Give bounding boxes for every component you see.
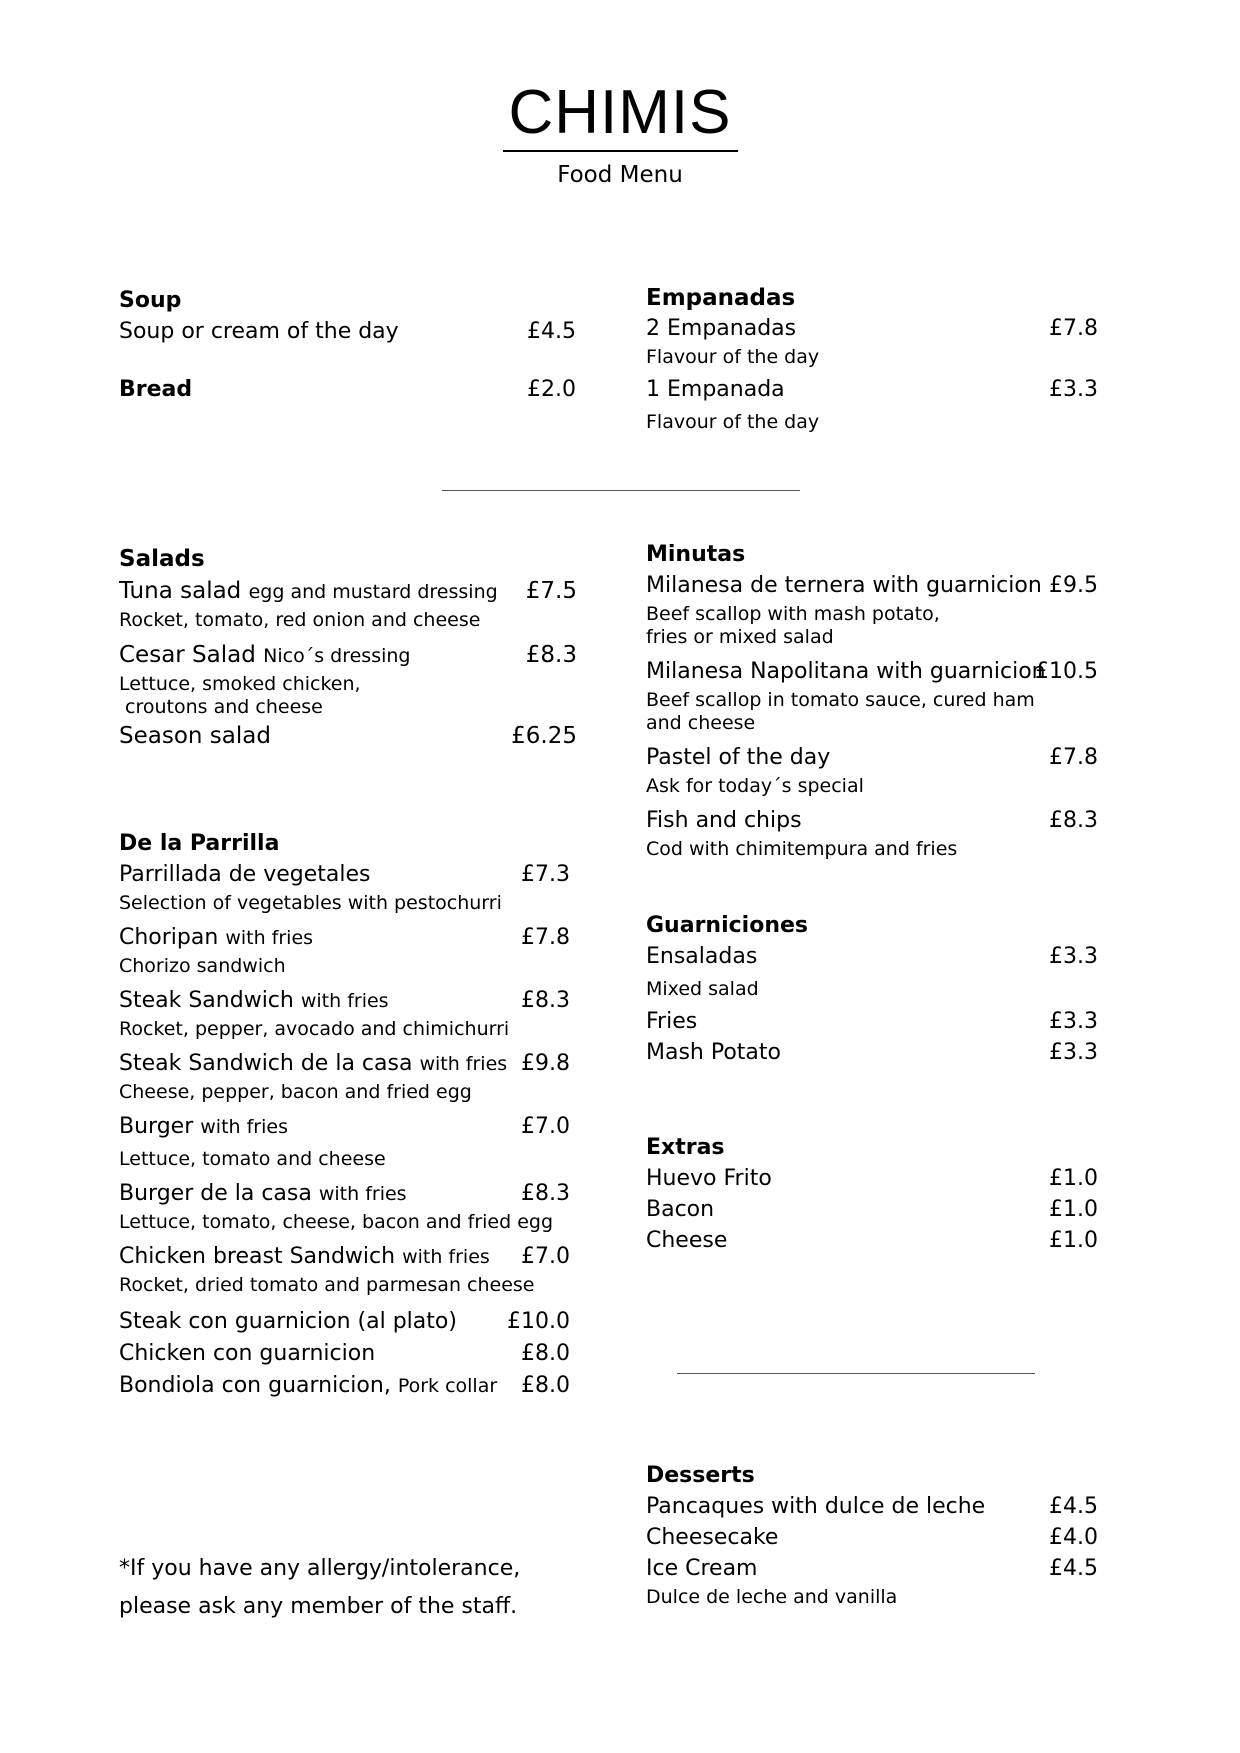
item-price: £7.0 xyxy=(521,1244,570,1269)
item-price: £7.8 xyxy=(1049,745,1098,770)
parrilla-title: De la Parrilla xyxy=(119,831,280,856)
menu-item xyxy=(646,659,1098,735)
item-description xyxy=(646,689,1098,735)
item-name: Fries xyxy=(646,1009,698,1034)
menu-item xyxy=(646,1009,1098,1035)
menu-item xyxy=(119,319,576,345)
item-price: £8.3 xyxy=(521,988,570,1013)
item-price: £1.0 xyxy=(1049,1228,1098,1253)
item-description xyxy=(646,775,1098,798)
menu-item xyxy=(646,944,1098,1001)
item-name: Steak con guarnicion (al plato) xyxy=(119,1309,457,1334)
description-line: and cheese xyxy=(646,712,756,734)
menu-item xyxy=(119,1309,570,1335)
item-name: Steak Sandwich de la casa xyxy=(119,1051,413,1076)
item-description: Lettuce, tomato, cheese, bacon and fried egg xyxy=(119,1211,554,1233)
item-name: Chicken breast Sandwich xyxy=(119,1244,396,1269)
item-price: £8.3 xyxy=(1049,808,1098,833)
description-line: Rocket, tomato, red onion and cheese xyxy=(119,609,481,631)
item-name: Bacon xyxy=(646,1197,715,1222)
menu-item xyxy=(119,1114,570,1171)
salads-title: Salads xyxy=(119,546,205,572)
menu-item xyxy=(646,377,1098,434)
item-price: £4.5 xyxy=(1049,1556,1098,1581)
item-price: £3.3 xyxy=(1049,1009,1098,1034)
item-price: £8.3 xyxy=(521,1181,570,1206)
item-description: Cheese, pepper, bacon and fried egg xyxy=(119,1081,472,1103)
item-name: Milanesa Napolitana with guarnicion xyxy=(646,659,1046,684)
item-description: Flavour of the day xyxy=(646,411,820,433)
item-price: £8.0 xyxy=(521,1373,570,1398)
menu-item xyxy=(119,1244,570,1297)
item-name: Season salad xyxy=(119,723,271,749)
menu-item xyxy=(646,573,1098,649)
item-note: Pork collar xyxy=(397,1375,498,1397)
item-note: with fries xyxy=(300,990,389,1012)
allergy-footnote xyxy=(119,1550,520,1626)
menu-item xyxy=(646,316,1098,369)
description-line: Lettuce, smoked chicken, xyxy=(119,673,361,695)
minutas-title: Minutas xyxy=(646,542,746,567)
menu-item xyxy=(119,1181,570,1234)
item-price: £7.0 xyxy=(521,1114,570,1139)
salads-section xyxy=(119,545,577,749)
item-name: Huevo Frito xyxy=(646,1166,772,1191)
item-name: Cesar Salad xyxy=(119,642,256,668)
item-price: £4.0 xyxy=(1049,1525,1098,1550)
item-description: Rocket, dried tomato and parmesan cheese xyxy=(119,1274,535,1296)
item-price: £4.5 xyxy=(1049,1494,1098,1519)
menu-item xyxy=(119,925,570,978)
bread-item xyxy=(119,377,576,403)
item-name: Bondiola con guarnicion, xyxy=(119,1373,391,1398)
item-name: 2 Empanadas xyxy=(646,316,797,341)
item-name: Tuna salad xyxy=(119,578,242,604)
item-name: Mash Potato xyxy=(646,1040,781,1065)
item-description xyxy=(646,603,1098,649)
item-name: Pancaques with dulce de leche xyxy=(646,1494,986,1519)
item-price: £6.25 xyxy=(511,723,577,749)
item-name: Parrillada de vegetales xyxy=(119,862,371,887)
description-line: croutons and cheese xyxy=(119,696,323,718)
item-name: 1 Empanada xyxy=(646,377,785,402)
item-description: Lettuce, tomato and cheese xyxy=(119,1148,386,1170)
item-name: Steak Sandwich xyxy=(119,988,294,1013)
menu-item xyxy=(646,1166,1098,1192)
item-price: £1.0 xyxy=(1049,1166,1098,1191)
extras-title: Extras xyxy=(646,1135,725,1160)
item-price: £8.0 xyxy=(521,1341,570,1366)
item-description: Selection of vegetables with pestochurri xyxy=(119,892,502,914)
parrilla-section xyxy=(119,830,570,1399)
item-price: £3.3 xyxy=(1049,1040,1098,1065)
item-note: with fries xyxy=(402,1246,490,1268)
menu-item xyxy=(119,1051,570,1104)
item-description: Mixed salad xyxy=(646,978,759,1000)
guarniciones-title: Guarniciones xyxy=(646,913,808,938)
section-divider xyxy=(677,1373,1035,1374)
menu-item xyxy=(646,1525,1098,1551)
menu-item xyxy=(646,1040,1098,1066)
menu-item xyxy=(646,1556,1098,1609)
item-price: £9.8 xyxy=(521,1051,570,1076)
desserts-section xyxy=(646,1462,1098,1609)
item-price: £4.5 xyxy=(527,319,576,344)
item-name: Fish and chips xyxy=(646,808,802,833)
description-line: Beef scallop with mash potato, xyxy=(646,603,940,625)
item-price: £7.8 xyxy=(1049,316,1098,341)
item-note: with fries xyxy=(200,1116,288,1138)
menu-item xyxy=(119,578,577,632)
item-description xyxy=(119,609,577,632)
item-name: Ice Cream xyxy=(646,1556,758,1581)
bread-price: £2.0 xyxy=(527,377,576,402)
minutas-section xyxy=(646,541,1098,861)
soup-section xyxy=(119,287,576,403)
item-description: Chorizo sandwich xyxy=(119,955,286,977)
section-divider xyxy=(442,490,800,491)
description-line: Beef scallop in tomato sauce, cured ham xyxy=(646,689,1035,711)
menu-item xyxy=(119,862,570,915)
item-price: £1.0 xyxy=(1049,1197,1098,1222)
menu-item xyxy=(646,1228,1098,1254)
menu-item xyxy=(119,723,577,749)
menu-item xyxy=(119,1341,570,1367)
bread-title: Bread xyxy=(119,377,193,402)
item-price: £9.5 xyxy=(1049,573,1098,598)
menu-item xyxy=(119,1373,570,1399)
item-price: £10.0 xyxy=(507,1309,570,1334)
restaurant-name: CHIMIS xyxy=(503,78,738,152)
menu-item xyxy=(646,1197,1098,1223)
item-name: Ensaladas xyxy=(646,944,758,969)
extras-section xyxy=(646,1134,1098,1254)
item-description: Rocket, pepper, avocado and chimichurri xyxy=(119,1018,510,1040)
item-description xyxy=(119,673,577,719)
item-note: with fries xyxy=(225,927,314,949)
item-name: Chicken con guarnicion xyxy=(119,1341,376,1366)
item-note: egg and mustard dressing xyxy=(248,581,498,603)
item-price: £8.3 xyxy=(525,642,577,668)
item-name: Cheesecake xyxy=(646,1525,779,1550)
menu-item xyxy=(646,808,1098,861)
item-description: Flavour of the day xyxy=(646,346,820,368)
footnote-line: *If you have any allergy/intolerance, xyxy=(119,1556,521,1581)
item-price: £3.3 xyxy=(1049,944,1098,969)
menu-item xyxy=(646,1494,1098,1520)
desserts-title: Desserts xyxy=(646,1463,755,1488)
item-price: £7.3 xyxy=(521,862,570,887)
menu-subtitle: Food Menu xyxy=(557,162,683,188)
item-price: £3.3 xyxy=(1049,377,1098,402)
item-price: £7.8 xyxy=(521,925,570,950)
item-name: Burger de la casa xyxy=(119,1181,312,1206)
guarniciones-section xyxy=(646,912,1098,1066)
empanadas-title: Empanadas xyxy=(646,285,796,311)
item-name: Choripan xyxy=(119,925,219,950)
menu-item xyxy=(119,642,577,719)
item-note: with fries xyxy=(419,1053,508,1075)
description-line: Cod with chimitempura and fries xyxy=(646,838,958,860)
item-description: Dulce de leche and vanilla xyxy=(646,1586,898,1608)
footnote-line: please ask any member of the staff. xyxy=(119,1594,518,1619)
item-description xyxy=(646,838,1098,861)
item-name: Pastel of the day xyxy=(646,745,831,770)
item-note: Nico´s dressing xyxy=(263,645,411,667)
item-note: with fries xyxy=(318,1183,407,1205)
item-name: Burger xyxy=(119,1114,194,1139)
menu-item xyxy=(119,988,570,1041)
description-line: fries or mixed salad xyxy=(646,626,834,648)
empanadas-section xyxy=(646,284,1098,434)
item-price: £7.5 xyxy=(525,578,577,604)
description-line: Ask for today´s special xyxy=(646,775,864,797)
menu-item xyxy=(646,745,1098,798)
menu-header xyxy=(0,78,1240,190)
item-price: £10.5 xyxy=(1035,659,1098,684)
soup-title: Soup xyxy=(119,288,182,313)
item-name: Milanesa de ternera with guarnicion xyxy=(646,573,1042,598)
item-name: Soup or cream of the day xyxy=(119,319,399,344)
item-name: Cheese xyxy=(646,1228,728,1253)
